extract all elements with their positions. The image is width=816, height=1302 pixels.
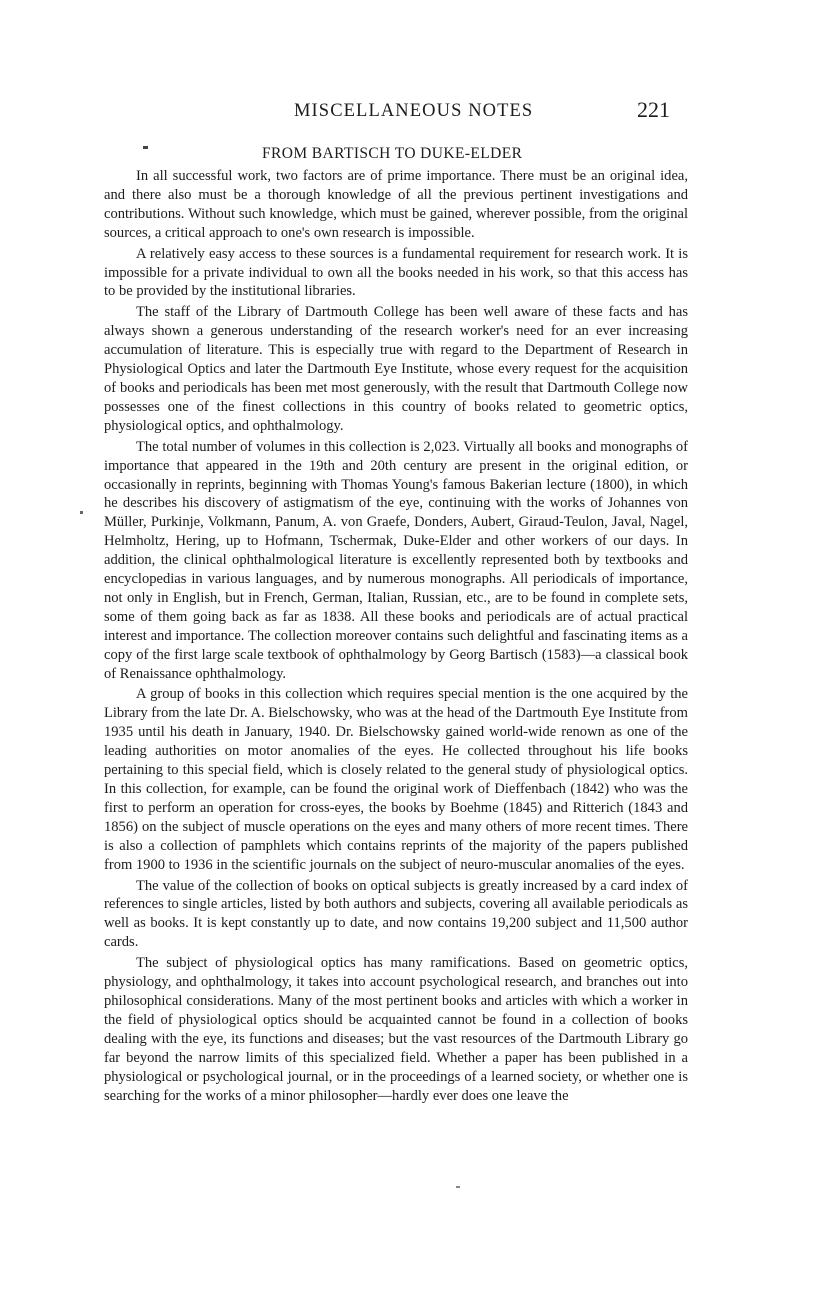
paragraph: A relatively easy access to these sources is a fundamental requirement for research work. It is impossible for a private individual to own all the books needed in his work, so that this access has to be provided by the institutional libraries.: [104, 245, 688, 300]
paragraph: A group of books in this collection which requires special mention is the one acquired by the Library from the late Dr. A. Bielschowsky, who was at the head of the Dartmouth Eye Institute from 1935 until his death in January, 1940. Dr. Bielschowsky gained world-wide renown as one of the leading authorities on motor anomalies of the eyes. He collected throughout his life books pertaining to this special field, which is closely related to the general study of physiological optics. In this collection, for example, can be found the original work of Dieffenbach (1842) who was the first to perform an operation for cross-eyes, the books by Boehme (1845) and Ritterich (1843 and 1856) on the subject of muscle operations on the eyes and many others of more recent times. There is also a collection of pamphlets which contains reprints of the majority of the papers published from 1900 to 1936 in the scientific journals on the subject of neuro-muscular anomalies of the eyes.: [104, 686, 688, 873]
print-speck: [80, 511, 83, 514]
paragraph: The staff of the Library of Dartmouth College has been well aware of these facts and has always shown a generous understanding of the research worker's need for an ever increasing accumulation of literature. This is especially true with regard to the Department of Research in Physiological Optics and later the Dartmouth Eye Institute, whose every request for the acquisition of books and periodicals has been met most generously, with the result that Dartmouth College now possesses one of the finest collections in this country of books related to geometric optics, physiological optics, and ophthalmology.: [104, 304, 688, 434]
article-title: FROM BARTISCH TO DUKE-ELDER: [262, 145, 523, 162]
paragraph: In all successful work, two factors are of prime importance. There must be an original idea, and there also must be a thorough knowledge of all the previous pertinent investigations and contributions. Without such knowledge, which must be gained, wherever possible, from the original sources, a critical approach to one's own research is impossible.: [104, 168, 688, 241]
paragraph: The value of the collection of books on optical subjects is greatly increased by a card index of references to single articles, listed by both authors and subjects, covering all available periodicals as well as books. It is kept constantly up to date, and now contains 19,200 subject and 11,500 author cards.: [104, 877, 688, 951]
article-body: [104, 167, 688, 1107]
print-speck: [456, 1186, 460, 1188]
page-number: 221: [637, 97, 670, 122]
print-speck: [143, 146, 148, 149]
paragraph: The subject of physiological optics has many ramifications. Based on geometric optics, physiology, and ophthalmology, it takes into account psychological research, and branches out into philosophical considerations. Many of the most pertinent books and articles with which a worker in the field of physiological optics should be acquainted cannot be found in a collection of books dealing with the eye, its functions and diseases; but the vast resources of the Dartmouth Library go far beyond the narrow limits of this specialized field. Whether a paper has been published in a physiological or psychological journal, or in the proceedings of a learned society, or whether one is searching for the works of a minor philosopher—hardly ever does one leave the: [104, 955, 688, 1104]
running-head: MISCELLANEOUS NOTES: [294, 101, 534, 121]
paragraph: The total number of volumes in this collection is 2,023. Virtually all books and monographs of importance that appeared in the 19th and 20th century are present in the original edition, or occasionally in reprints, beginning with Thomas Young's famous Bakerian lecture (1800), in which he describes his discovery of astigmatism of the eye, continuing with the works of Johannes von Müller, Purkinje, Volkmann, Panum, A. von Graefe, Donders, Aubert, Giraud-Teulon, Javal, Nagel, Helmholtz, Hering, up to Hofmann, Tschermak, Duke-Elder and other workers of our days. In addition, the clinical ophthalmological literature is excellently represented both by textbooks and encyclopedias in various languages, and by numerous monographs. All periodicals of importance, not only in English, but in French, German, Italian, Russian, etc., are to be found in complete sets, some of them going back as far as 1838. All these books and periodicals are of actual practical interest and importance. The collection moreover contains such delightful and fascinating items as a copy of the first large scale textbook of ophthalmology by Georg Bartisch (1583)—a classical book of Renaissance ophthalmology.: [104, 438, 688, 682]
